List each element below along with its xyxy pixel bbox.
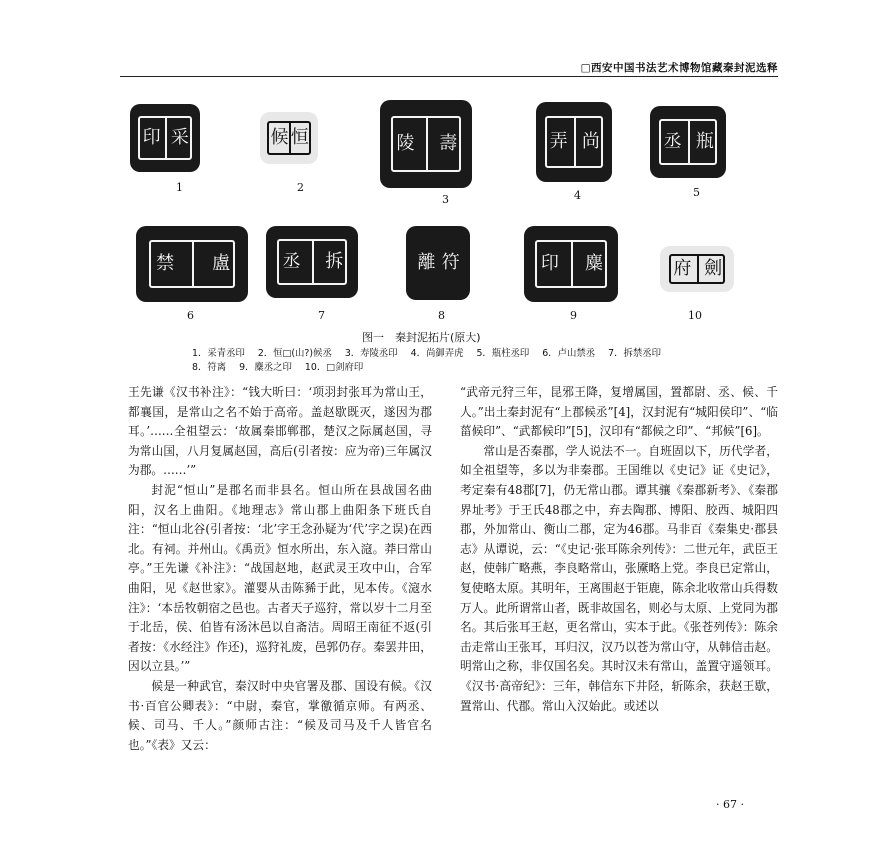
seal-glyph-icon: 印 [142,127,161,148]
seal-rubbing-6 [136,226,248,302]
caption-item: 2．恒□(山?)候丞 [257,348,332,359]
caption-item: 10．□剑府印 [304,362,364,373]
seal-glyph-icon: 尚 [581,131,600,152]
figure-caption-list [192,347,692,375]
paragraph: 候是一种武官，秦汉时中央官署及郡、国设有候。《汉书·百官公卿表》：“中尉，秦官，掌徼循京师。有两丞、候、司马、千人。”颜师古注：“候及司马及千人皆官名也。”《表》又云： [128,678,432,752]
seal-rubbing-9 [524,226,618,302]
paragraph: 封泥“恒山”是郡名而非县名。恒山所在县战国名曲阳，汉名上曲阳。《地理志》常山郡上曲阳条下班氏自注：“恒山北谷(引者按：‘北’字王念孙疑为‘代’字之误)在西北。有祠。并州山。《禹贡》恒水所出，东入滱。莽曰常山亭。”王先谦《补注》：“战国赵地，赵武灵王攻中山，合军曲阳，见《赵世家》。灌婴从击陈豨于此，见本传。《滱水注》：‘本岳牧朝宿之邑也。古者天子巡狩，常以岁十二月至于北岳，侯、伯皆有汤沐邑以自斋洁。周昭王南征不返(引者按：《水经注》作还)，巡狩礼废，邑郭仍存。秦罢井田，因以立县。’” [128,482,432,674]
seal-rubbing-1 [130,104,200,172]
seal-rubbing-5 [650,106,726,178]
figure-title: 图一 秦封泥拓片(原大) [362,331,481,344]
caption-item: 4．尚御弄虎 [410,348,464,359]
seal-glyph-icon: 弄 [549,131,568,152]
seal-number: 6 [187,309,194,322]
seal-number: 3 [442,193,449,206]
running-header: □西安中国书法艺术博物馆藏秦封泥选释 [580,62,778,74]
caption-item: 5．瓶柱丞印 [476,348,530,359]
caption-item: 6．卢山禁丞 [542,348,596,359]
seal-number: 4 [574,189,581,202]
seal-number: 8 [438,309,445,322]
seal-rubbing-4 [536,102,612,182]
left-text-column [128,383,432,755]
seal-glyph-icon: 壽 [439,133,458,154]
header-rule [120,76,778,77]
seal-glyph-icon: 候 [270,127,289,148]
seal-number: 5 [693,186,700,199]
caption-item: 8．符离 [192,362,227,373]
seal-number: 10 [688,309,702,322]
seal-number: 9 [570,309,577,322]
seal-rubbing-3 [380,100,472,188]
page-number: · 67 · [716,798,744,811]
seal-number: 1 [176,181,183,194]
seal-glyph-icon: 盧 [212,253,231,274]
paragraph: 王先谦《汉书补注》：“钱大昕曰：‘项羽封张耳为常山王，都襄国，是常山之名不始于高帝。盖赵歇既灭，遂因为郡耳。’……全祖望云：‘故属秦邯郸郡，楚汉之际属赵国，寻为常山国，八月复属赵国，高后(引者按：应为帝)三年属汉为郡。……’” [128,385,432,478]
seal-glyph-icon: 丞 [663,131,682,152]
seal-rubbing-10 [660,246,734,292]
seal-glyph-icon: 拆 [325,251,344,272]
seal-rubbing-8 [406,226,470,300]
caption-item: 1．采青丞印 [192,348,245,359]
seal-glyph-icon: 采 [170,127,189,148]
seal-glyph-icon: 符 [441,252,460,273]
caption-item: 3．寿陵丞印 [344,348,398,359]
seal-glyph-icon: 印 [540,253,559,274]
seal-rubbing-7 [266,226,358,298]
seal-rubbing-2 [260,112,318,164]
paragraph: “武帝元狩三年，昆邪王降，复增属国，置都尉、丞、候、千人。”出土秦封泥有“上郡候丞”[4]，汉封泥有“城阳侯印”、“临菑候印”、“武都候印”[5]，汉印有“都候之印”、“邦候”[6]。 [460,385,778,439]
seal-glyph-icon: 府 [673,258,692,279]
seal-glyph-icon: 丞 [282,251,301,272]
seal-number: 2 [297,181,304,194]
seal-glyph-icon: 禁 [156,253,175,274]
caption-item: 7．拆禁丞印 [608,348,661,359]
seal-glyph-icon: 麋 [584,253,603,274]
seal-glyph-icon: 劍 [704,258,723,279]
right-text-column [460,383,778,716]
seal-glyph-icon: 離 [417,252,436,273]
seal-number: 7 [318,309,325,322]
seal-glyph-icon: 陵 [396,133,415,154]
seal-glyph-icon: 恒 [290,127,309,148]
caption-item: 9．麋丞之印 [239,362,292,373]
paragraph: 常山是否秦郡，学人说法不一。自班固以下，历代学者，如全祖望等，多以为非秦郡。王国维以《史记》证《史记》，考定秦有48郡[7]，仍无常山郡。谭其骧《秦郡新考》、《秦郡界址考》于王氏48郡之中，弃去陶郡、博阳、胶西、城阳四郡，外加常山、衡山二郡，定为46郡。马非百《秦集史·郡县志》从谭说，云：“《史记·张耳陈余列传》：二世元年，武臣王赵，使韩广略燕，李良略常山，张黡略上党。李良已定常山，复使略太原。其明年，王离围赵于钜鹿，陈余北收常山兵得数万人。此所谓常山者，既非故国名，则必与太原、上党同为郡名。其后张耳王赵，更名常山，实本于此。《张苍列传》：陈余击走常山王张耳，耳归汉，汉乃以苍为常山守，从韩信击赵。明常山之称，非仅国名矣。其时汉未有常山，盖置守遥领耳。《汉书·高帝纪》：三年，韩信东下井陉，斩陈余，获赵王歇，置常山、代郡。常山入汉始此。或述以 [460,443,778,713]
seal-glyph-icon: 瓶 [695,131,714,152]
